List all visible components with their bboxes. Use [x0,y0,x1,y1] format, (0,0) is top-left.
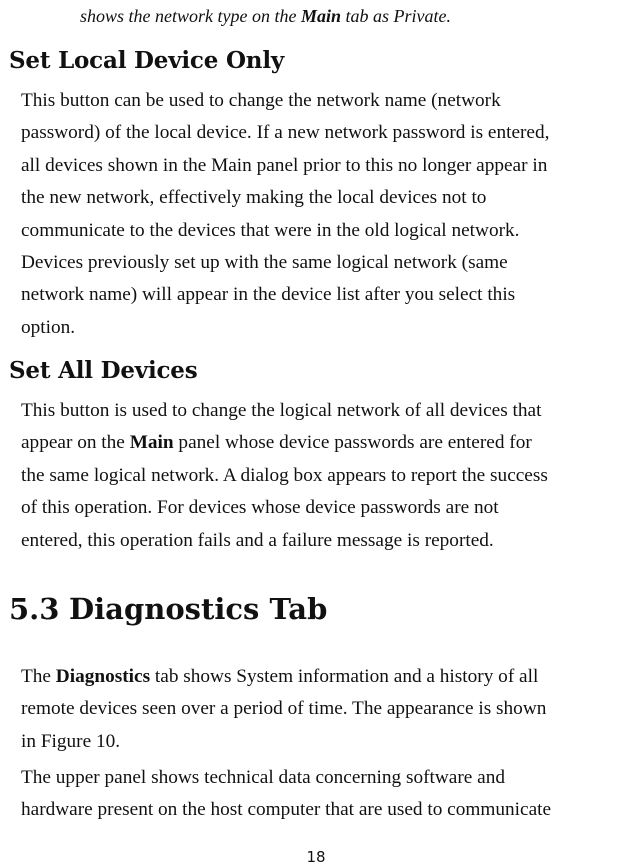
text-line-with-bold [21,661,625,693]
text-run: tab shows System information and a history of all [150,666,539,687]
page-number: 18 [306,848,326,866]
heading-set-local-device-only: Set Local Device Only [9,47,285,74]
heading-set-all-devices: Set All Devices [9,357,198,384]
paragraph-diagnostics-intro [21,661,625,758]
heading-diagnostics-tab [9,592,327,626]
text-line: This button can be used to change the network name (network [21,90,501,111]
paragraph-upper-panel [21,762,625,827]
section-number: 5.3 [9,592,60,626]
text-run: appear on the [21,432,130,454]
text-line: network name) will appear in the device list after you select this [21,284,516,306]
text-line-with-bold [21,427,625,459]
text-line: all devices shown in the Main panel prior to this no longer appear in [21,154,548,176]
caption-bold-main: Main [300,6,341,26]
text-run: panel whose device passwords are entered for [173,432,532,454]
text-line: Devices previously set up with the same logical network (same [21,251,508,273]
text-line: option. [21,316,76,338]
text-line: hardware present on the host computer that are used to communicate [21,799,552,821]
text-run: The [21,666,56,687]
section-title: Diagnostics Tab [69,592,328,626]
text-line: entered, this operation fails and a failure message is reported. [21,529,494,551]
text-line: This button is used to change the logical network of all devices that [21,400,542,421]
bold-main-term: Main [129,432,174,454]
text-line: The upper panel shows technical data concerning software and [21,767,505,788]
text-line: communicate to the devices that were in the old logical network. [21,219,520,241]
paragraph-set-all-devices [21,395,625,557]
figure-caption-continuation [80,6,451,27]
text-line: the same logical network. A dialog box appears to report the success [21,464,548,486]
text-line: of this operation. For devices whose device passwords are not [21,497,499,519]
caption-text-pre: shows the network type on the [80,6,301,26]
text-line: remote devices seen over a period of time. The appearance is shown [21,698,547,720]
text-line: in Figure 10. [21,730,121,752]
bold-diagnostics-term: Diagnostics [55,666,151,687]
text-line: password) of the local device. If a new network password is entered, [21,122,550,144]
text-line: the new network, effectively making the local devices not to [21,187,487,209]
caption-text-post: tab as Private. [341,6,451,26]
paragraph-set-local-device-only [21,85,625,344]
